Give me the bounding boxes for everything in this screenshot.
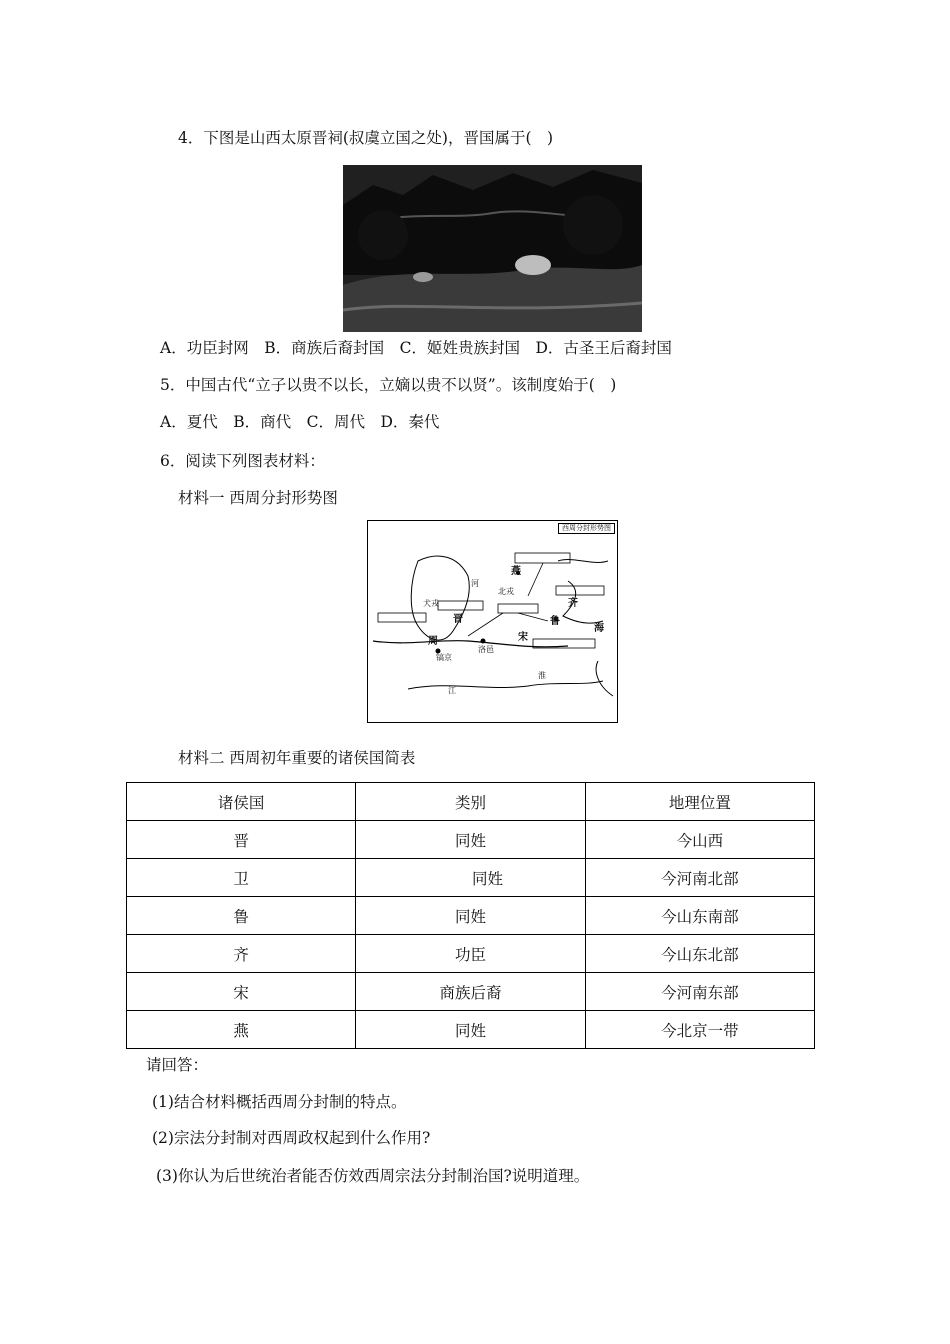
table-cell: 功臣 (356, 935, 585, 973)
map-label-jiang: 江 (448, 686, 456, 695)
table-cell: 今山东北部 (585, 935, 814, 973)
sub-question-1: (1)结合材料概括西周分封制的特点。 (152, 1093, 407, 1111)
table-cell: 宋 (127, 973, 356, 1011)
map-label-qi: 齐 (568, 598, 578, 609)
question-5-options: A．夏代 B．商代 C．周代 D．秦代 (160, 413, 440, 431)
table-header-cell: 诸侯国 (127, 783, 356, 821)
answer-prompt: 请回答： (146, 1056, 209, 1074)
table-row (127, 859, 815, 897)
map-label-huai: 淮 (538, 671, 546, 680)
map-label-luoyi: 洛邑 (478, 645, 494, 654)
question-4-stem: 4．下图是山西太原晋祠(叔虞立国之处)，晋国属于( ) (178, 129, 554, 147)
question-4-options: A．功臣封网 B．商族后裔封国 C．姬姓贵族封国 D．古圣王后裔封国 (160, 339, 672, 357)
table-cell: 晋 (127, 821, 356, 859)
question-6-stem: 6．阅读下列图表材料： (160, 452, 325, 470)
table-row (127, 821, 815, 859)
table-cell: 齐 (127, 935, 356, 973)
material-2-caption: 材料二 西周初年重要的诸侯国简表 (178, 749, 416, 767)
map-label-he: 河 (471, 579, 479, 588)
table-row (127, 897, 815, 935)
vassal-states-table (126, 782, 815, 1049)
material-1-caption: 材料一 西周分封形势图 (178, 489, 338, 507)
table-cell: 同姓 (356, 859, 585, 897)
map-label-lu: 鲁 (550, 616, 560, 627)
table-cell: 卫 (127, 859, 356, 897)
table-row (127, 973, 815, 1011)
map-title: 西周分封形势图 (558, 523, 615, 534)
jinci-photo (343, 165, 642, 332)
table-cell: 同姓 (356, 821, 585, 859)
table-cell: 今北京一带 (585, 1011, 814, 1049)
map-label-song: 宋 (518, 632, 528, 643)
map-label-haojing: 镐京 (436, 653, 452, 662)
table-row (127, 935, 815, 973)
map-label-sea: 海 (594, 623, 604, 634)
table-cell: 燕 (127, 1011, 356, 1049)
sub-question-2: (2)宗法分封制对西周政权起到什么作用? (152, 1129, 431, 1147)
map-label-beirong: 北戎 (498, 587, 514, 596)
table-cell: 鲁 (127, 897, 356, 935)
map-label-quanrong: 犬戎 (423, 599, 439, 608)
map-label-jin: 晋 (453, 614, 463, 625)
table-row (127, 1011, 815, 1049)
question-5-stem: 5．中国古代“立子以贵不以长，立嫡以贵不以贤”。该制度始于( ) (160, 376, 617, 394)
map-label-yan: 燕 (511, 566, 521, 577)
table-cell: 商族后裔 (356, 973, 585, 1011)
table-header-row (127, 783, 815, 821)
map-label-zhou: 周 (428, 636, 438, 647)
table-cell: 今河南东部 (585, 973, 814, 1011)
table-header-cell: 类别 (356, 783, 585, 821)
table-cell: 今山西 (585, 821, 814, 859)
table-cell: 同姓 (356, 897, 585, 935)
table-cell: 同姓 (356, 1011, 585, 1049)
table-cell: 今山东南部 (585, 897, 814, 935)
table-header-cell: 地理位置 (585, 783, 814, 821)
sub-question-3: (3)你认为后世统治者能否仿效西周宗法分封制治国?说明道理。 (156, 1167, 590, 1185)
western-zhou-map (367, 520, 618, 723)
table-cell: 今河南北部 (585, 859, 814, 897)
